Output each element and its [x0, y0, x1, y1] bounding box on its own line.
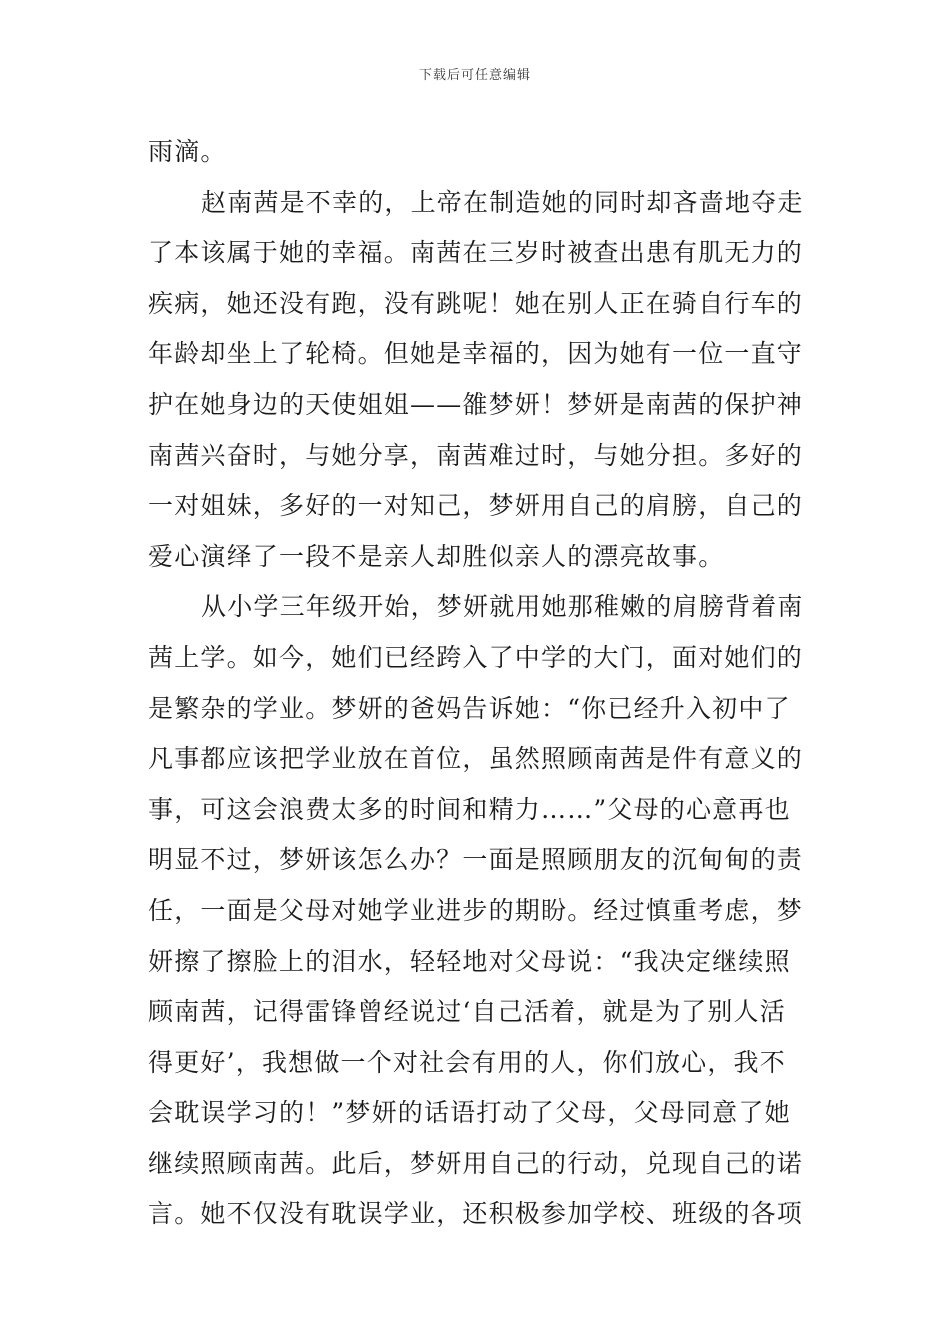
document-body: [148, 127, 808, 1240]
text-line: 了本该属于她的幸福。南茜在三岁时被查出患有肌无力的: [148, 238, 804, 268]
text-line: 疾病，她还没有跑，没有跳呢！她在别人正在骑自行车的: [148, 288, 804, 318]
page-header: 下载后可任意编辑: [418, 68, 531, 83]
text-line: 继续照顾南茜。此后，梦妍用自己的行动，兑现自己的诺: [148, 1148, 804, 1178]
text-line: 会耽误学习的！”梦妍的话语打动了父母，父母同意了她: [148, 1098, 791, 1128]
text-line: 任，一面是父母对她学业进步的期盼。经过慎重考虑，梦: [148, 895, 804, 925]
text-line: 年龄却坐上了轮椅。但她是幸福的，因为她有一位一直守: [148, 339, 804, 369]
text-line: 是繁杂的学业。梦妍的爸妈告诉她：“你已经升入初中了: [148, 693, 791, 723]
text-line: 妍擦了擦脸上的泪水，轻轻地对父母说：“我决定继续照: [148, 946, 791, 976]
text-line: 从小学三年级开始，梦妍就用她那稚嫩的肩膀背着南: [201, 592, 804, 622]
text-line: 明显不过，梦妍该怎么办？一面是照顾朋友的沉甸甸的责: [148, 845, 804, 875]
text-line: 言。她不仅没有耽误学业，还积极参加学校、班级的各项: [148, 1199, 804, 1229]
text-line: 顾南茜，记得雷锋曾经说过‘自己活着，就是为了别人活: [148, 997, 786, 1027]
text-line: 护在她身边的天使姐姐——雒梦妍！梦妍是南茜的保护神: [148, 389, 804, 419]
text-line: 得更好’，我想做一个对社会有用的人，你们放心，我不: [148, 1047, 786, 1077]
text-line: 凡事都应该把学业放在首位，虽然照顾南茜是件有意义的: [148, 744, 804, 774]
text-line: 赵南茜是不幸的，上帝在制造她的同时却吝啬地夺走: [201, 187, 804, 217]
text-line: 事，可这会浪费太多的时间和精力……”父母的心意再也: [148, 794, 791, 824]
text-line: 雨滴。: [148, 137, 227, 166]
text-line: 一对姐妹，多好的一对知己，梦妍用自己的肩膀，自己的: [148, 491, 804, 521]
text-line: 茜上学。如今，她们已经跨入了中学的大门，面对她们的: [148, 642, 804, 672]
text-line: 爱心演绎了一段不是亲人却胜似亲人的漂亮故事。: [148, 541, 725, 571]
text-line: 南茜兴奋时，与她分享，南茜难过时，与她分担。多好的: [148, 440, 804, 470]
